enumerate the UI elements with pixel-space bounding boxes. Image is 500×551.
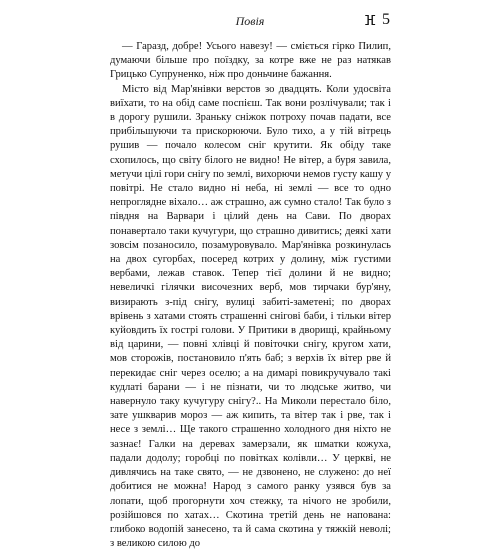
running-title: Повія bbox=[235, 14, 265, 28]
body-text bbox=[110, 40, 391, 551]
page-header bbox=[110, 11, 390, 32]
ornament-icon: ⴼ bbox=[363, 14, 376, 29]
page-number: 5 bbox=[382, 11, 390, 28]
paragraph-1: — Гаразд, добре! Усього навезу! — сміється гірко Пилип, думаючи більше про поїздку, за котре вже не раз натякав Грицько Супруненко, ніж про доньчине бажання. bbox=[110, 41, 391, 81]
paragraph-2: Місто від Мар'янівки верстов зо двадцять. Коли удосвіта виїхати, то на обід саме поспієш. Так вони розлічували; так і в дорогу рушили. Зраньку сніжок потроху почав падати, все прибільшуючи та прискорюючи. Було тихо, а у тій вітрець рушив — почало колесом сніг крутити. Як обіду таке схопилось, що світу білого не видно! Не вітер, а буря завила, метучи цілі гори снігу по землі, вихорючи немов густу кашу у повітрі. Не стало видно ні неба, ні землі — все то одно непроглядне віхало… аж страшно, аж сумно стало! Так було з півдня на Варвари і цілий день на Сави. По дворах понавертало таки кучугури, що страшно дивитись; деякі хати зовсім позаносило, позамуровувало. Мар'янівка розкинулась на двох сугорбах, посеред котрих у долину, між густими вербами, лежав ставок. Тепер тієї долини й не видно; невеличкі гілячки височезних верб, мов тирчаки бур'яну, визирають з-під снігу, вулиці забиті-заметені; по дворах врівень з хатами стоять страшенні снігові баби, і тільки вітер куйовдить їх гострі голови. У Притики в дворищі, крайньому від царини, — повні хлівці й повіточки снігу, кругом хати, мов сторожів, постановило п'ять баб; з верхів їх вітер рве й перекидає сніг через оселю; а на димарі повикручувало такі кудлаті барани — і не пізнати, чи то людське житво, чи навернуло таку кучугуру снігу?.. На Миколи перестало біло, зате ушкварив мороз — аж кипить, та вітер так і рве, так і несе з землі… Ще такого страшенно холодного дня ніхто не зазнає! Галки на деревах замерзали, як шматки кожуха, падали додолу; горобці по повітках колівли… У церкві, не дивлячись на таке свято, — не дзвонено, не служено: до неї добитися не можна! Народ з самого ранку узявся був за лопати, щоб прогорнути хоч стежку, та нічого не зробили, розійшовся по хатах… Скотина третій день не напована: глибоко водопій занесено, та й сама скотина у тяжкій неволі; з великою силою до bbox=[110, 83, 391, 550]
